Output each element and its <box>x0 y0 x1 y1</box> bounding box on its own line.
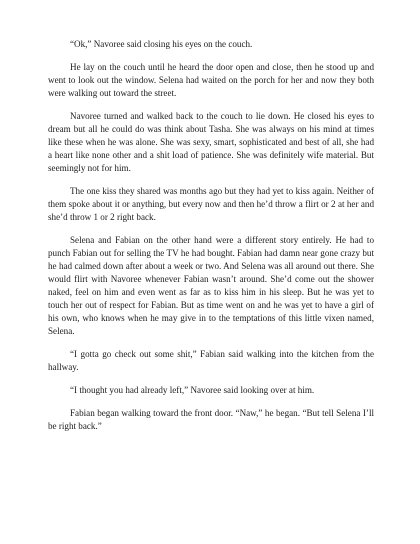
paragraph: Navoree turned and walked back to the couch to lie down. He closed his eyes to dream but all he could do was think about Tasha. She was always on his mind at times like these when he was alone. She was sexy, smart, sophisticated and best of all, she had a heart like none other and a shit load of patience. She was definitely wife material. But seemingly not for him. <box>48 111 374 173</box>
document-page <box>48 38 374 433</box>
paragraph: “Ok,” Navoree said closing his eyes on the couch. <box>70 39 253 49</box>
paragraph: Selena and Fabian on the other hand were a different story entirely. He had to punch Fabian out for selling the TV he had bought. Fabian had damn near gone crazy but he had calmed down after about a week or two. And Selena was all around out there. She would flirt with Navoree whenever Fabian wasn’t around. She’d come out the shower naked, feel on him and even went as far as to kiss him in his sleep. But he was yet to touch her out of respect for Fabian. But as time went on and he was yet to have a girl of his own, who knows when he may give in to the temptations of this little vixen named, Selena. <box>48 235 374 336</box>
paragraph: He lay on the couch until he heard the door open and close, then he stood up and went to look out the window. Selena had waited on the porch for her and now they both were walking out toward the street. <box>48 62 374 98</box>
paragraph: The one kiss they shared was months ago but they had yet to kiss again. Neither of them spoke about it or anything, but every now and then he’d throw a flirt or 2 at her and she’d throw 1 or 2 right back. <box>48 186 374 222</box>
paragraph: “I thought you had already left,” Navoree said looking over at him. <box>70 385 315 395</box>
paragraph: “I gotta go check out some shit,” Fabian said walking into the kitchen from the hallway. <box>48 349 374 372</box>
paragraph: Fabian began walking toward the front door. “Naw,” he began. “But tell Selena I’ll be right back.” <box>48 408 374 431</box>
